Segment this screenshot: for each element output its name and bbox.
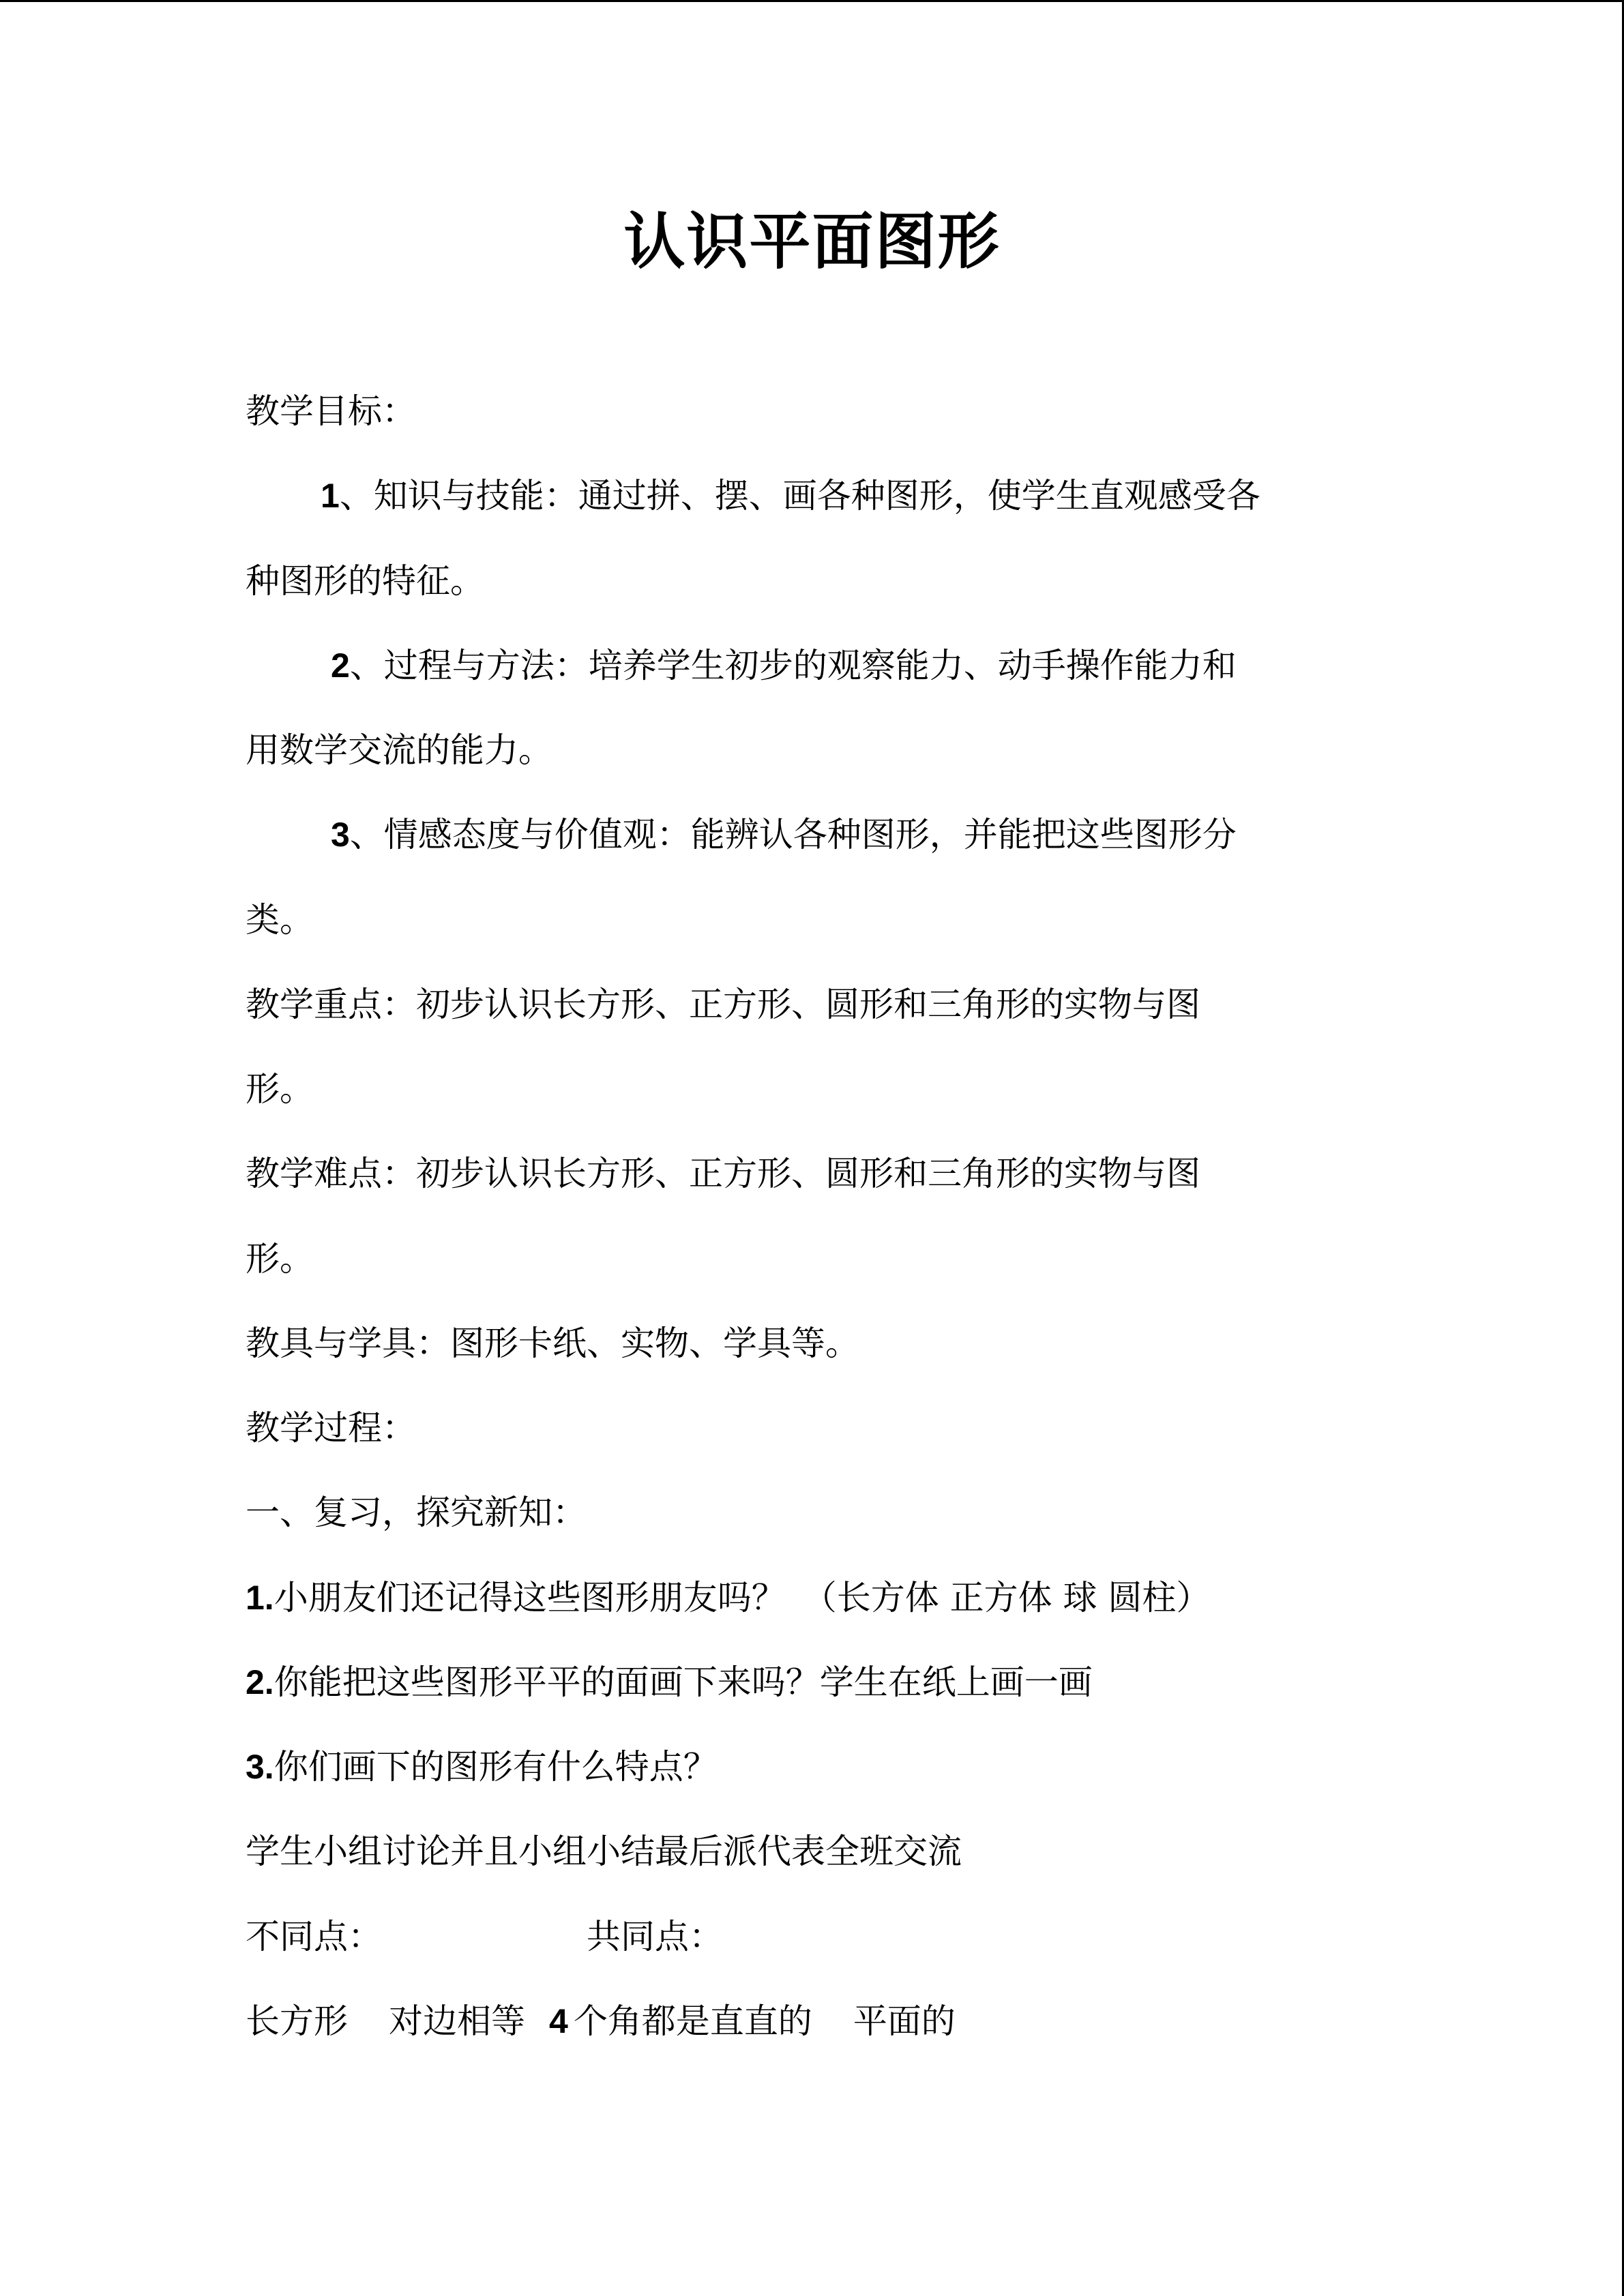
rectangle-feature-flat: 平面的 [853, 2001, 956, 2041]
rectangle-angle-count: 4 [549, 2002, 568, 2040]
key-point-line-2: 形。 [246, 1069, 314, 1109]
question-2-text: 你能把这些图形平平的面画下来吗？学生在纸上画一画 [274, 1663, 1093, 1702]
difficulty-line-1: 教学难点：初步认识长方形、正方形、圆形和三角形的实物与图 [246, 1154, 1200, 1193]
question-1-text: 小朋友们还记得这些图形朋友吗？ （长方体 正方体 球 圆柱） [274, 1578, 1211, 1617]
rectangle-feature-right-angles: 个角都是直直的 [573, 2001, 812, 2041]
question-3 [246, 1740, 718, 1794]
objective-1-number: 1 [321, 477, 340, 515]
objective-2-number: 2 [331, 646, 350, 685]
rectangle-shape-label: 长方形 [246, 2001, 348, 2041]
question-2 [246, 1655, 1093, 1710]
key-point-line-1: 教学重点：初步认识长方形、正方形、圆形和三角形的实物与图 [246, 985, 1200, 1024]
objective-3-line-2: 类。 [246, 900, 314, 940]
objective-1-line-1 [321, 468, 1260, 523]
objective-3-text: 、情感态度与价值观：能辨认各种图形，并能把这些图形分 [349, 815, 1237, 854]
rectangle-row [246, 1994, 956, 2048]
document-title: 认识平面图形 [623, 206, 1001, 278]
objective-2-text: 、过程与方法：培养学生初步的观察能力、动手操作能力和 [349, 646, 1237, 685]
objective-3-number: 3 [331, 816, 350, 854]
teaching-tools: 教具与学具：图形卡纸、实物、学具等。 [246, 1324, 859, 1363]
differences-label: 不同点： [246, 1917, 382, 1956]
difficulty-line-2: 形。 [246, 1239, 314, 1279]
objective-2-line-2: 用数学交流的能力。 [246, 730, 552, 770]
process-heading: 教学过程： [246, 1408, 416, 1448]
objective-3-line-1 [331, 807, 1237, 862]
objective-2-line-1 [331, 638, 1237, 693]
objective-1-text: 、知识与技能：通过拼、摆、画各种图形，使学生直观感受各 [339, 476, 1260, 516]
question-2-number: 2. [246, 1663, 274, 1701]
question-3-number: 3. [246, 1748, 274, 1786]
objectives-heading: 教学目标： [246, 391, 416, 431]
question-1 [246, 1570, 1210, 1625]
discussion-note: 学生小组讨论并且小组小结最后派代表全班交流 [246, 1832, 962, 1871]
page-border-top [0, 0, 1624, 2]
question-1-number: 1. [246, 1579, 274, 1617]
question-3-text: 你们画下的图形有什么特点？ [274, 1747, 718, 1787]
common-label: 共同点： [587, 1917, 723, 1956]
section-1-heading: 一、复习，探究新知： [246, 1493, 587, 1532]
objective-1-line-2: 种图形的特征。 [246, 561, 484, 601]
rectangle-feature-opposite-sides: 对边相等 [389, 2001, 525, 2041]
